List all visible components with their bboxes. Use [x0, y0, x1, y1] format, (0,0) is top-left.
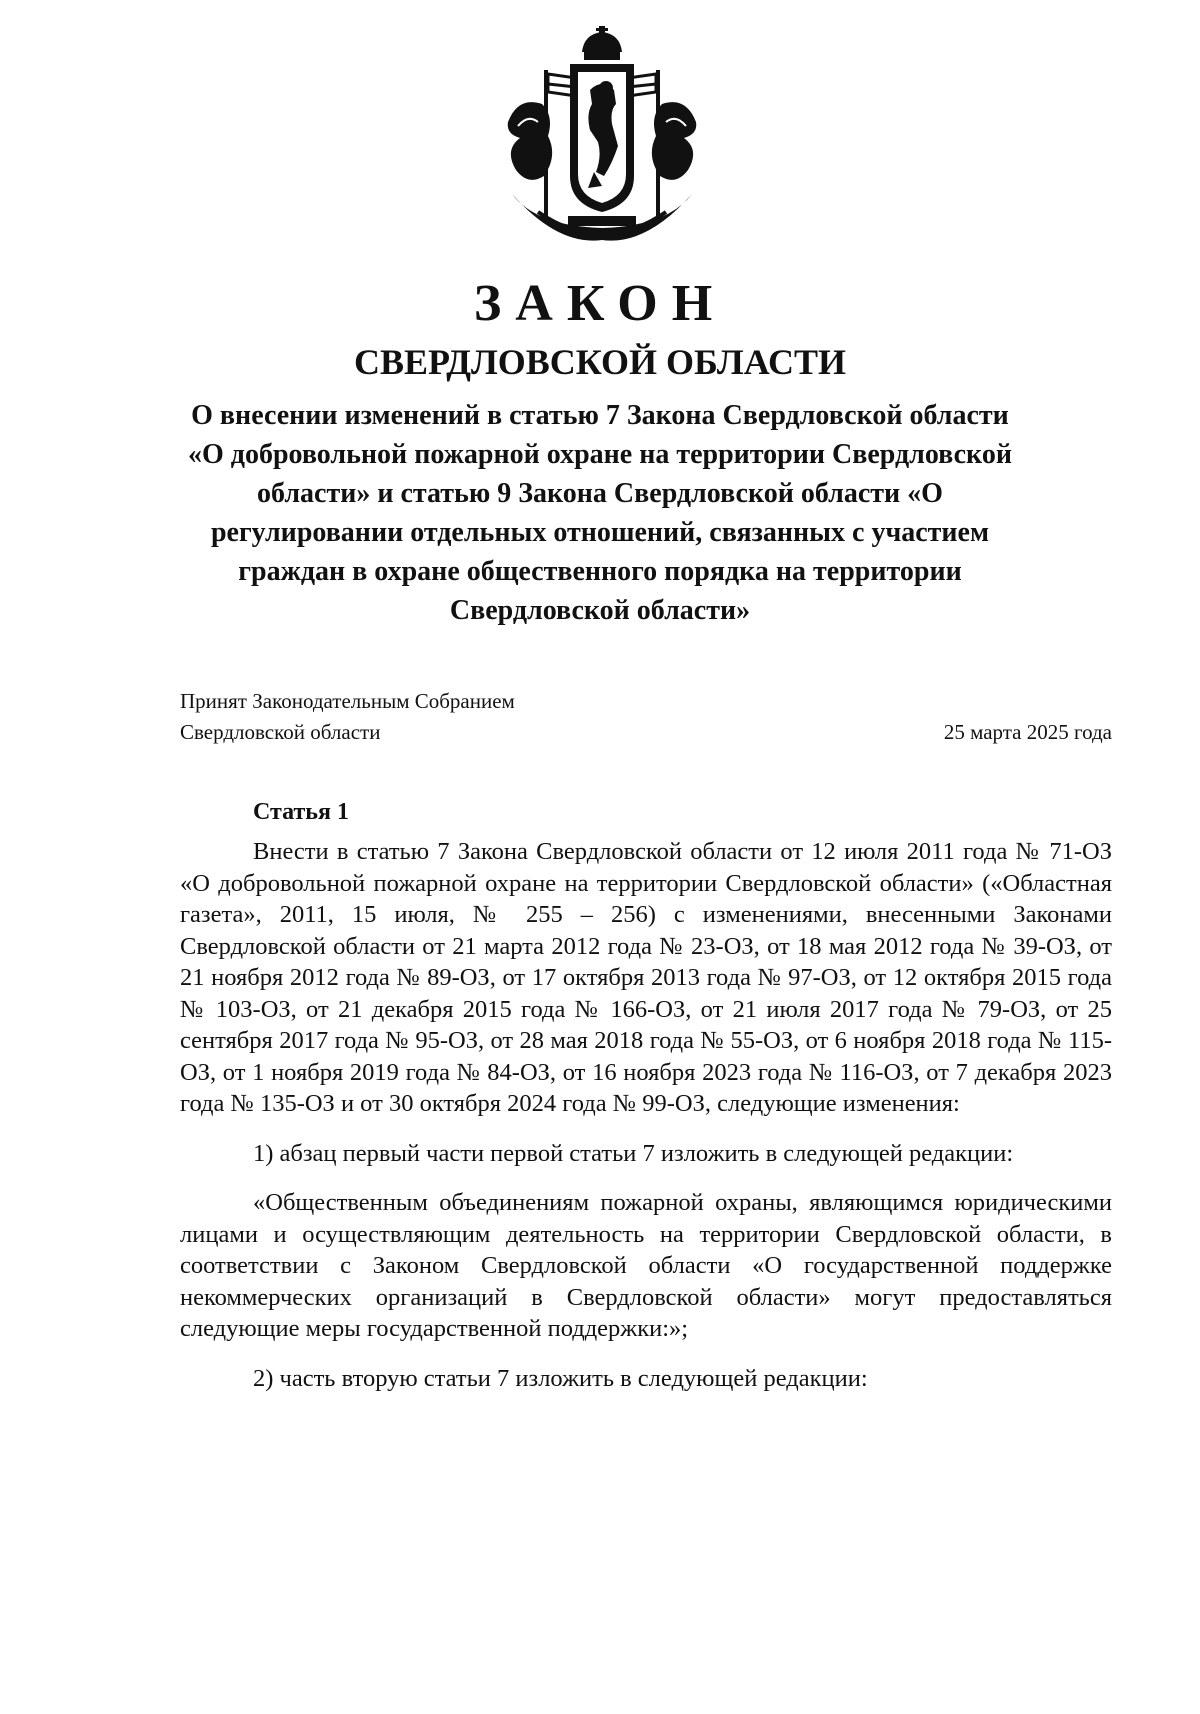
article-heading: Статья 1 — [253, 799, 349, 825]
paragraph: Внести в статью 7 Закона Свердловской области от 12 июля 2011 года № 71-ОЗ «О добровольной пожарной охране на территории Свердловской области» («Областная газета», 2011, 15 июля, № 255 – 256) с изменениями, внесенными Законами Свердловской области от 21 марта 2012 года № 23-ОЗ, от 18 мая 2012 года № 39-ОЗ, от 21 ноября 2012 года № 89-ОЗ, от 17 октября 2013 года № 97-ОЗ, от 12 октября 2015 года № 103-ОЗ, от 21 декабря 2015 года № 166-ОЗ, от 21 июля 2017 года № 79-ОЗ, от 25 сентября 2017 года № 95-ОЗ, от 28 мая 2018 года № 55-ОЗ, от 6 ноября 2018 года № 115-ОЗ, от 1 ноября 2019 года № 84-ОЗ, от 16 ноября 2023 года № 116-ОЗ, от 7 декабря 2023 года № 135-ОЗ и от 30 октября 2024 года № 99-ОЗ, следующие изменения: — [180, 838, 1112, 1117]
paragraph: 1) абзац первый части первой статьи 7 изложить в следующей редакции: — [253, 1139, 1014, 1167]
article-body — [180, 836, 1112, 1394]
coat-of-arms-icon — [498, 26, 706, 250]
adoption-authority — [180, 686, 515, 748]
adoption-date: 25 марта 2025 года — [943, 720, 1112, 744]
document-type-title: ЗАКОН — [473, 275, 727, 332]
paragraph: «Общественным объединениям пожарной охраны, являющимся юридическими лицами и осуществляющим деятельность на территории Свердловской области, в соответствии с Законом Свердловской области «О государственной поддержке некоммерческих организаций в Свердловской области» могут предоставляться следующие меры государственной поддержки:»; — [180, 1189, 1112, 1342]
law-subject-title: О внесении изменений в статью 7 Закона Свердловской области «О добровольной пожарной охране на территории Свердловской области» и статью 9 Закона Свердловской области «О регулировании отдельных отношений, связанных с участием граждан в охране общественного порядка на территории Свердловской области» — [188, 400, 1012, 626]
adoption-authority-line: Свердловской области — [180, 720, 381, 744]
adoption-authority-line: Принят Законодательным Собранием — [180, 689, 515, 713]
region-subtitle: СВЕРДЛОВСКОЙ ОБЛАСТИ — [354, 342, 846, 382]
paragraph: 2) часть вторую статьи 7 изложить в следующей редакции: — [253, 1364, 868, 1392]
